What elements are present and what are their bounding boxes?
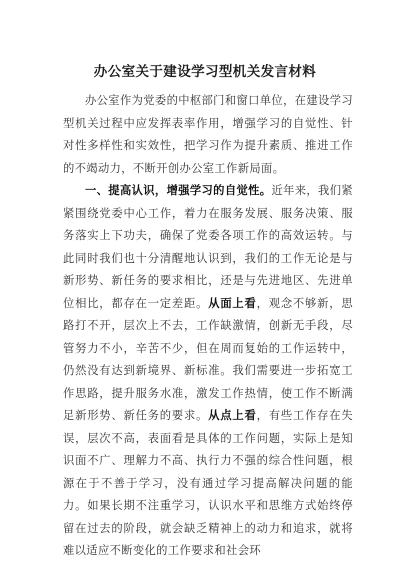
intro-paragraph: 办公室作为党委的中枢部门和窗口单位，在建设学习型机关过程中应发挥表率作用，增强学习的自觉性、针对性多样性和实效性，把学习作为提升素质、推进工作的不竭动力，不断开创办公室工作新局面。: [63, 94, 353, 175]
bold-phrase-surface: 从面上看: [208, 296, 257, 310]
section-text-3: ，有些工作存在失误，层次不高，表面看是具体的工作问题，实际上是知识面不广、理解力不高、执行力不强的综合性问题，根源在于不善于学习，没有通过学习提高解决问题的能力。如果长期不注重学习，认识水平和思维方式始终停留在过去的阶段，就会缺乏精神上的动力和追求，就将难以适应不断变化的工作要求和社会环: [63, 409, 353, 557]
document-body: [63, 90, 353, 563]
section-paragraph: [63, 180, 353, 563]
section-text-2: ，观念不够新，思路打不开，层次上不去，工作缺激情，创新无手段，尽管努力不小，辛苦不少，但在周而复始的工作运转中，仍然没有达到新境界、新标准。我们需要进一步拓宽工作思路，提升服务水准，激发工作热情，使工作不断满足新形势、新任务的要求。: [63, 296, 353, 422]
bold-phrase-point: 从点上看: [208, 409, 257, 422]
section-text-1: 近年来，我们紧紧围绕党委中心工作，着力在服务发展、服务决策、服务落实上下功夫，确保了党委各项工作的高效运转。与此同时我们也十分清醒地认识到，我们的工作无论是与新形势、新任务的要求相比，还是与先进地区、先进单位相比，都存在一定差距。: [63, 184, 353, 310]
section-heading: 一、提高认识，增强学习的自觉性。: [85, 184, 272, 197]
document-title: 办公室关于建设学习型机关发言材料: [93, 64, 317, 80]
